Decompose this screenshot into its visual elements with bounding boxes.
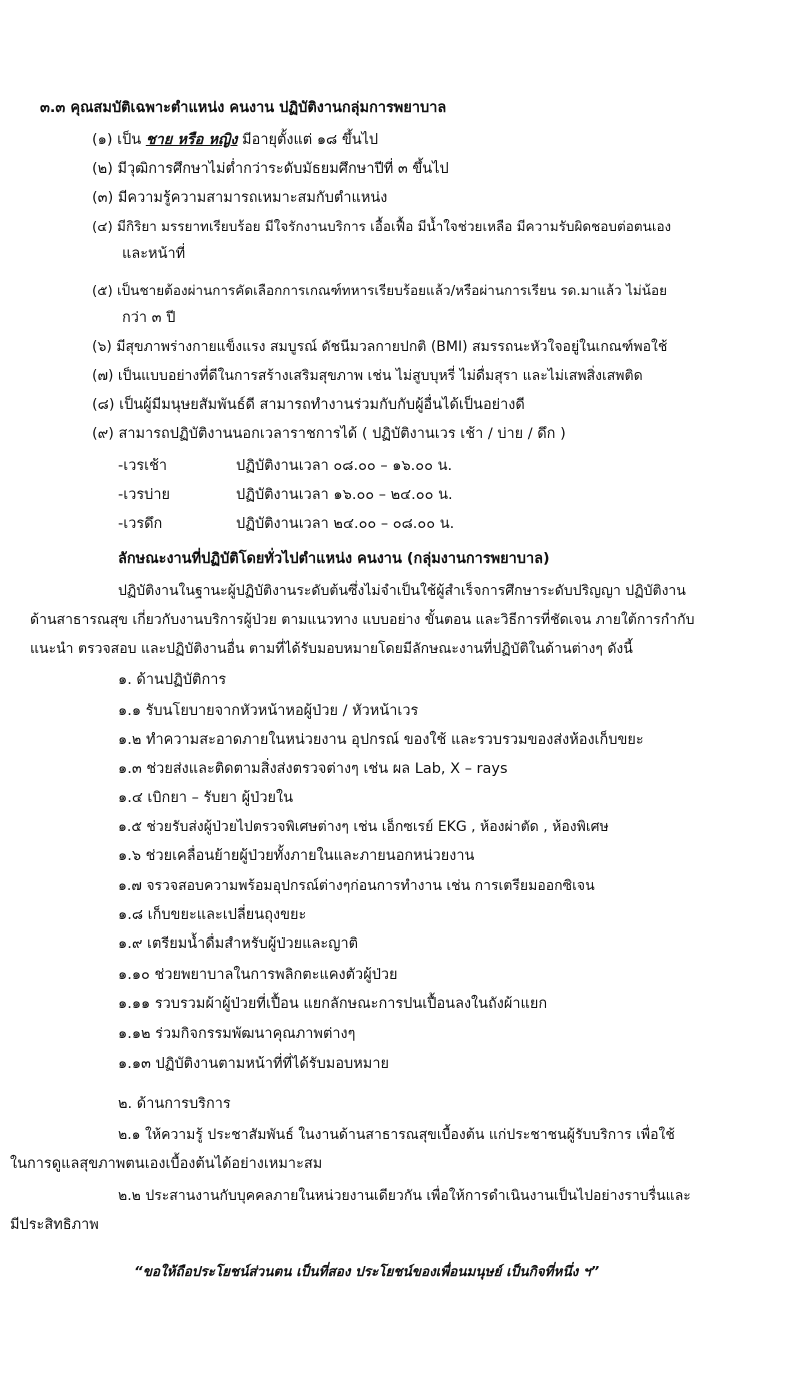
ops-item: ๑.๒ ทำความสะอาดภายในหน่วยงาน อุปกรณ์ ของใช้ และรวบรวมของส่งห้องเก็บขยะ [118, 732, 644, 748]
qualification-2: (๒) มีวุฒิการศึกษาไม่ต่ำกว่าระดับมัธยมศึกษาปีที่ ๓ ขึ้นไป [92, 161, 449, 177]
ops-item: ๑.๑ รับนโยบายจากหัวหน้าหอผู้ป่วย / หัวหน้าเวร [118, 703, 419, 719]
closing-motto: “ขอให้ถือประโยชน์ส่วนตน เป็นที่สอง ประโยชน์ของเพื่อนมนุษย์ เป็นกิจที่หนึ่ง ฯ” [134, 1264, 600, 1280]
ops-item: ๑.๖ ช่วยเคลื่อนย้ายผู้ป่วยทั้งภายในและภายนอกหน่วยงาน [118, 848, 475, 864]
service-heading: ๒. ด้านการบริการ [118, 1096, 231, 1112]
service-item-2-line2: มีประสิทธิภาพ [10, 1217, 99, 1233]
q1-prefix: (๑) เป็น [92, 132, 142, 148]
section-title: ๓.๓ คุณสมบัติเฉพาะตำแหน่ง คนงาน ปฏิบัติงานกลุ่มการพยาบาล [40, 100, 447, 116]
shift-name: -เวรบ่าย [118, 487, 170, 503]
qualification-3: (๓) มีความรู้ความสามารถเหมาะสมกับตำแหน่ง [92, 190, 388, 206]
qualification-7: (๗) เป็นแบบอย่างที่ดีในการสร้างเสริมสุขภาพ เช่น ไม่สูบบุหรี่ ไม่ดื่มสุรา และไม่เสพสิ่งเสพติด [92, 368, 643, 384]
shift-time: ปฏิบัติงานเวลา ๑๖.๐๐ – ๒๔.๐๐ น. [236, 487, 453, 503]
intro-line-1: ปฏิบัติงานในฐานะผู้ปฏิบัติงานระดับต้นซึ่งไม่จำเป็นใช้ผู้สำเร็จการศึกษาระดับปริญญา ปฏิบัติงาน [118, 583, 686, 599]
ops-item: ๑.๔ เบิกยา – รับยา ผู้ป่วยใน [118, 790, 294, 806]
ops-heading: ๑. ด้านปฏิบัติการ [118, 672, 227, 688]
ops-item: ๑.๙ เตรียมน้ำดื่มสำหรับผู้ป่วยและญาติ [118, 936, 359, 952]
qualification-4-line2: และหน้าที่ [122, 246, 186, 262]
ops-item: ๑.๑๓ ปฏิบัติงานตามหน้าที่ที่ได้รับมอบหมาย [118, 1056, 390, 1072]
q1-suffix: มีอายุตั้งแต่ ๑๘ ขึ้นไป [242, 132, 379, 148]
intro-line-2: ด้านสาธารณสุข เกี่ยวกับงานบริการผู้ป่วย ตามแนวทาง แบบอย่าง ขั้นตอน และวิธีการที่ชัดเจน ภายใต้การกำกับ [30, 612, 695, 628]
ops-item: ๑.๑๐ ช่วยพยาบาลในการพลิกตะแคงตัวผู้ป่วย [118, 967, 398, 983]
service-item-2-line1: ๒.๒ ประสานงานกับบุคคลภายในหน่วยงานเดียวกัน เพื่อให้การดำเนินงานเป็นไปอย่างราบรื่นและ [118, 1188, 691, 1204]
ops-item: ๑.๓ ช่วยส่งและติดตามสิ่งส่งตรวจต่างๆ เช่น ผล Lab, X – rays [118, 761, 508, 777]
ops-item: ๑.๑๑ รวบรวมผ้าผู้ป่วยที่เปื้อน แยกลักษณะการปนเปื้อนลงในถังผ้าแยก [118, 996, 548, 1012]
qualification-9: (๙) สามารถปฏิบัติงานนอกเวลาราชการได้ ( ปฏิบัติงานเวร เช้า / บ่าย / ดึก ) [92, 426, 566, 442]
ops-item: ๑.๗ จรวจสอบความพร้อมอุปกรณ์ต่างๆก่อนการทำงาน เช่น การเตรียมออกซิเจน [118, 878, 595, 894]
shift-name: -เวรดึก [118, 516, 163, 532]
qualification-5-line1: (๕) เป็นชายต้องผ่านการคัดเลือกการเกณฑ์ทหารเรียบร้อยแล้ว/หรือผ่านการเรียน รด.มาแล้ว ไม่น้อย [92, 283, 667, 299]
shift-time: ปฏิบัติงานเวลา ๐๘.๐๐ – ๑๖.๐๐ น. [236, 458, 453, 474]
ops-item: ๑.๕ ช่วยรับส่งผู้ป่วยไปตรวจพิเศษต่างๆ เช่น เอ็กซเรย์ EKG , ห้องผ่าตัด , ห้องพิเศษ [118, 819, 609, 835]
qualification-4-line1: (๔) มีกิริยา มรรยาทเรียบร้อย มีใจรักงานบริการ เอื้อเฟื้อ มีน้ำใจช่วยเหลือ มีความรับผิดชอบต่อตนเอง [92, 219, 672, 235]
qualification-5-line2: กว่า ๓ ปี [122, 310, 176, 326]
shift-time: ปฏิบัติงานเวลา ๒๔.๐๐ – ๐๘.๐๐ น. [236, 516, 455, 532]
q1-gender-emphasis: ชาย หรือ หญิง [145, 132, 238, 148]
ops-item: ๑.๘ เก็บขยะและเปลี่ยนถุงขยะ [118, 907, 307, 923]
service-item-1-line1: ๒.๑ ให้ความรู้ ประชาสัมพันธ์ ในงานด้านสาธารณสุขเบื้องต้น แก่ประชาชนผู้รับบริการ เพื่อใช้ [118, 1127, 675, 1143]
ops-item: ๑.๑๒ ร่วมกิจกรรมพัฒนาคุณภาพต่างๆ [118, 1026, 356, 1042]
qualification-6: (๖) มีสุขภาพร่างกายแข็งแรง สมบูรณ์ ดัชนีมวลกายปกติ (BMI) สมรรถนะหัวใจอยู่ในเกณฑ์พอใช้ [92, 339, 668, 355]
shift-name: -เวรเช้า [118, 458, 168, 474]
qualification-8: (๘) เป็นผู้มีมนุษยสัมพันธ์ดี สามารถทำงานร่วมกับกับผู้อื่นได้เป็นอย่างดี [92, 397, 525, 413]
job-description-title: ลักษณะงานที่ปฏิบัติโดยทั่วไปตำแหน่ง คนงาน (กลุ่มงานการพยาบาล) [118, 551, 550, 567]
intro-line-3: แนะนำ ตรวจสอบ และปฏิบัติงานอื่น ตามที่ได้รับมอบหมายโดยมีลักษณะงานที่ปฏิบัติในด้านต่างๆ ดังนี้ [30, 641, 633, 657]
qualification-1 [92, 130, 378, 150]
service-item-1-line2: ในการดูแลสุขภาพตนเองเบื้องต้นได้อย่างเหมาะสม [10, 1156, 323, 1172]
